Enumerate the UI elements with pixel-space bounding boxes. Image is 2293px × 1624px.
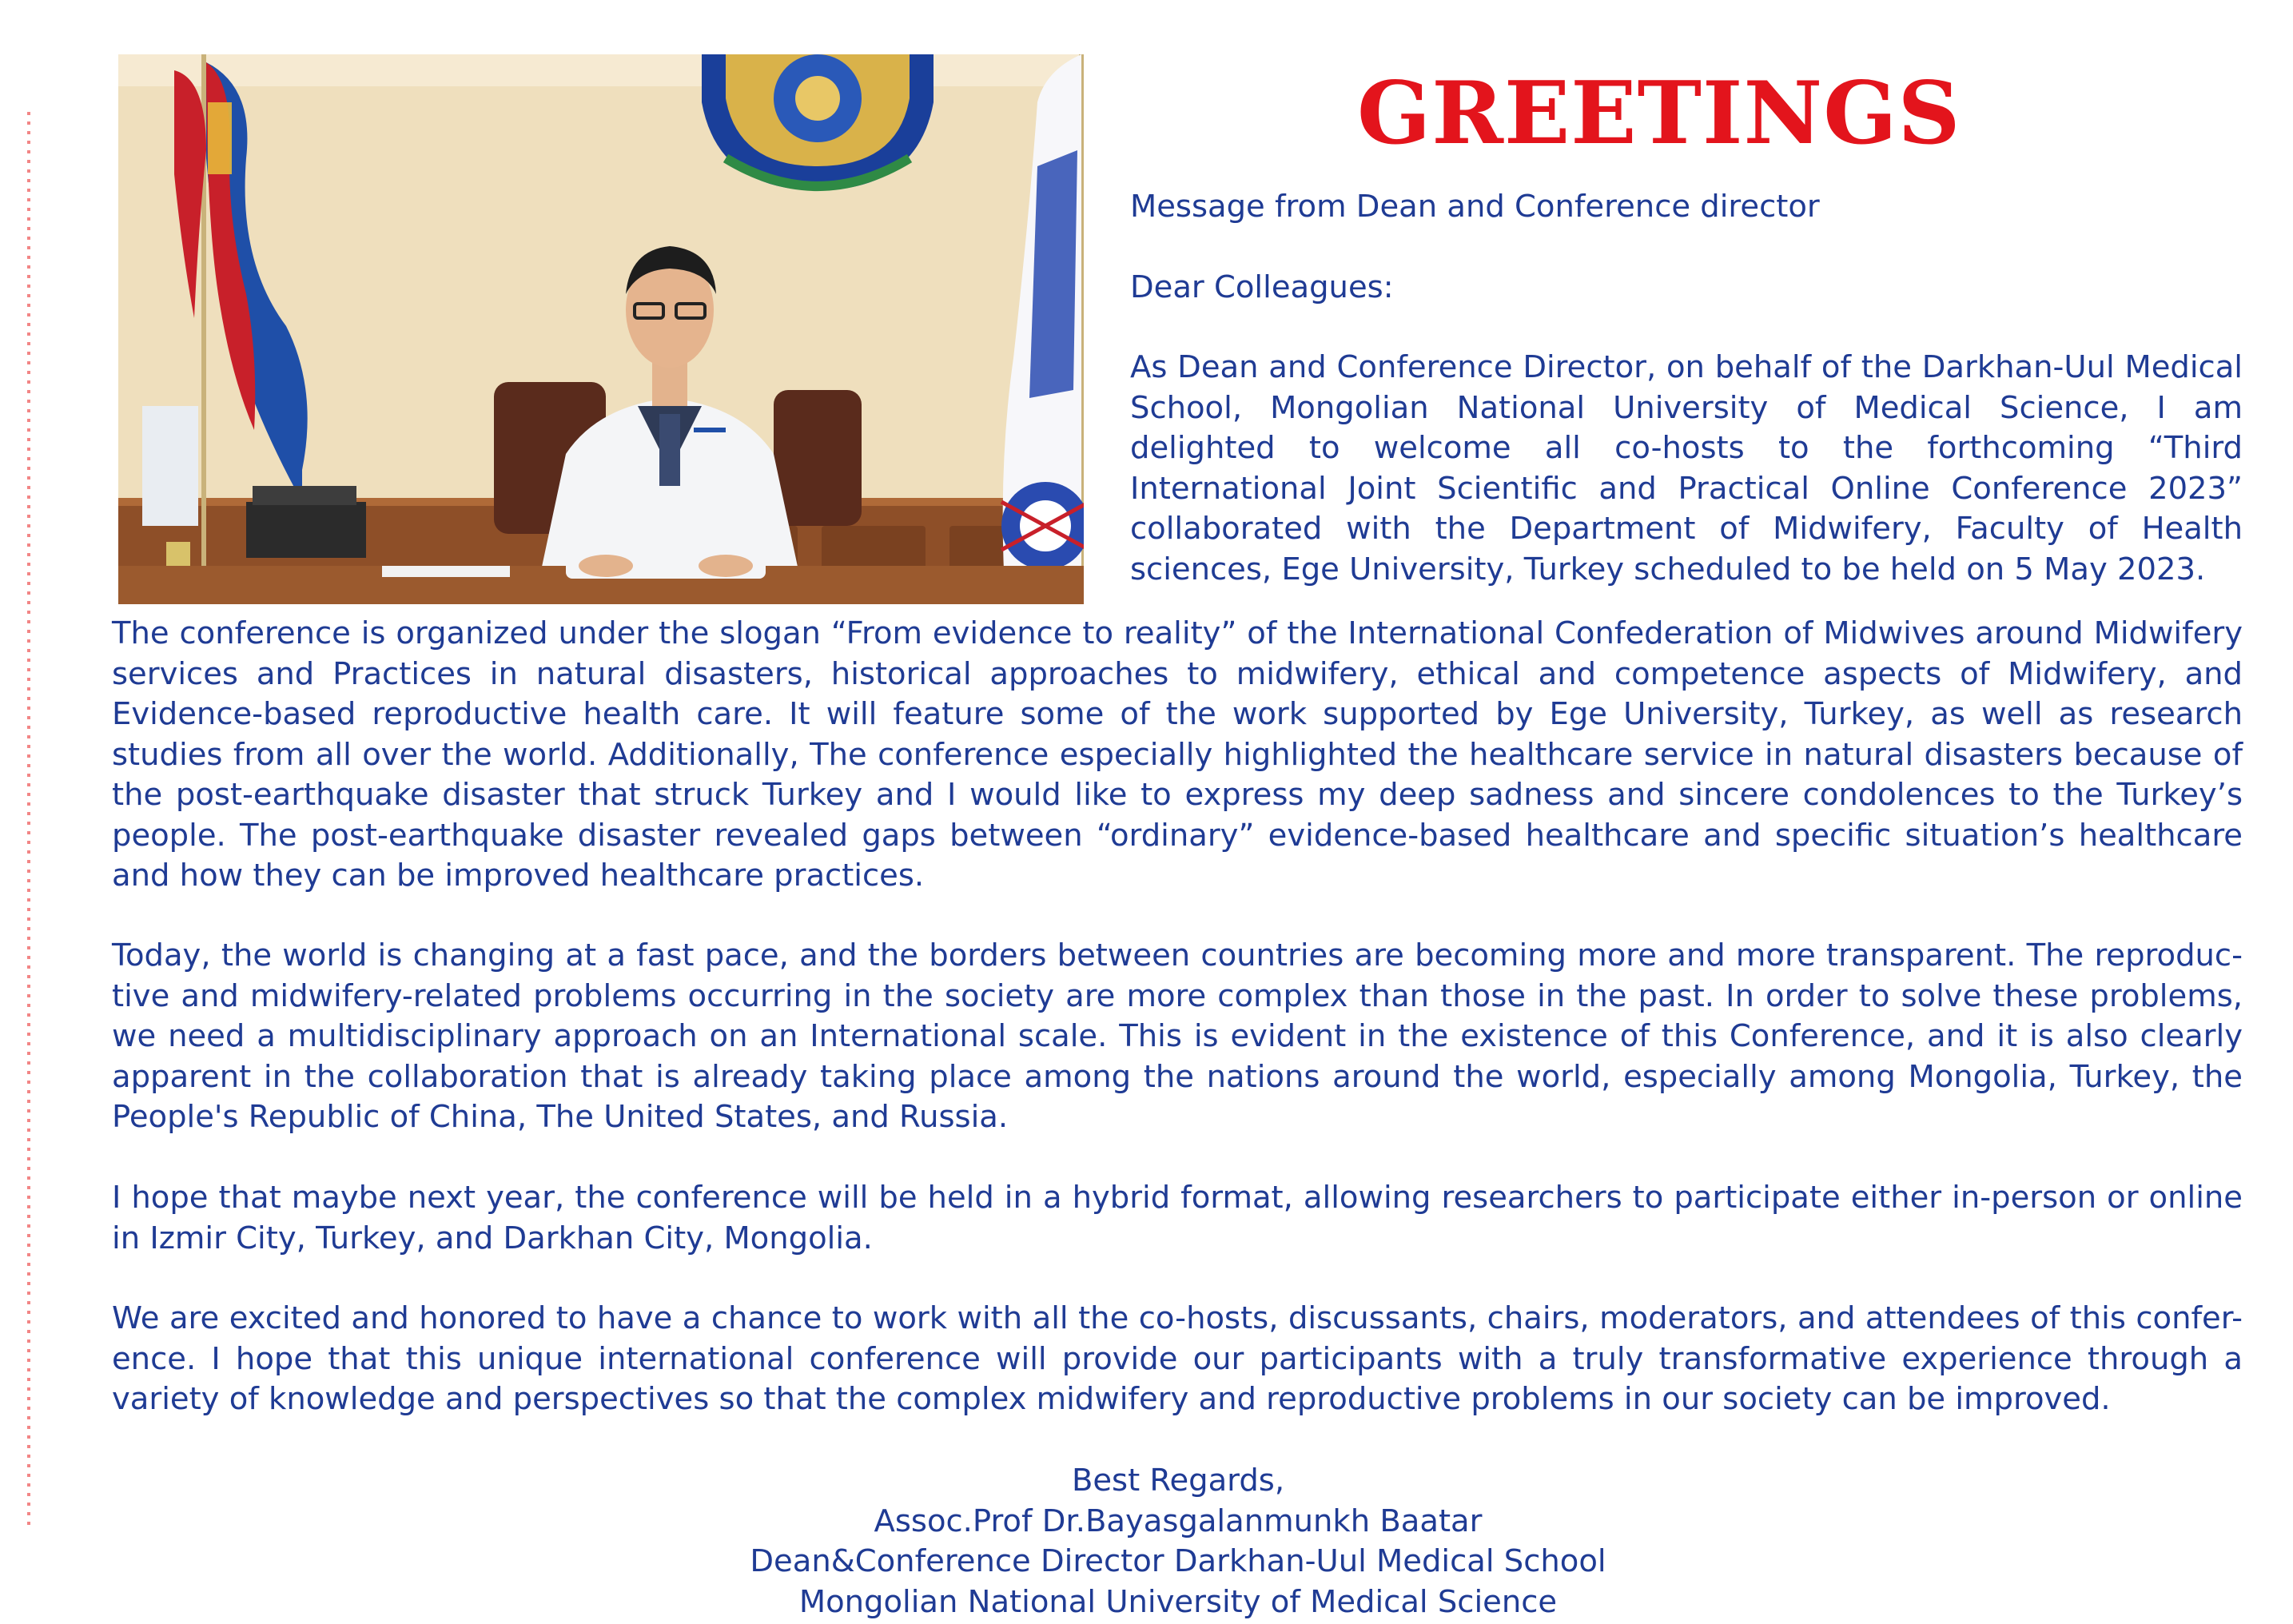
state-emblem	[702, 54, 934, 190]
body-paragraph-4: We are excited and honored to have a chance to work with all the co-hosts, discussants, chairs, moderators, and attendees of this confer-ence. I hope that this unique international conference will provide our participants with a truly transformative experience through a variety of knowledge and perspectives so that the complex midwifery and reproductive problems in our society can be improved.	[112, 1300, 2243, 1417]
intro-paragraph: As Dean and Conference Director, on behalf of the Darkhan-Uul Medical School, Mongolian National University of Medical Science, I am delighted to welcome all co-hosts to the forthcoming “Third International Joint Scientific and Practical Online Conference 2023” collaborated with the Department of Midwifery, Faculty of Health sciences, Ege University, Turkey scheduled to be held on 5 May 2023.	[1130, 349, 2243, 587]
office-scene	[118, 54, 1084, 604]
signatory-name: Assoc.Prof Dr.Bayasgalanmunkh Baatar	[874, 1503, 1483, 1539]
signatory-role: Dean&Conference Director Darkhan-Uul Medical School	[750, 1543, 1606, 1579]
body-paragraph-1: The conference is organized under the slogan “From evidence to reality” of the International Confederation of Midwives around Midwifery services and Practices in natural disasters, historical approaches to midwifery, ethical and competence aspects of Midwifery, and Evidence-based reproductive health care. It will feature some of the work supported by Ege University, Turkey, as well as research studies from all over the world. Additionally, The conference especially highlighted the healthcare service in natural disasters because of the post-earthquake disaster that struck Turkey and I would like to express my deep sadness and sincere condolences to the Turkey’s people. The post-earthquake disaster revealed gaps between “ordinary” evidence-based healthcare and specific situation’s healthcare and how they can be improved healthcare practices.	[112, 615, 2243, 894]
signature-block	[512, 1461, 1845, 1622]
dean-portrait-photo	[118, 54, 1084, 604]
message-heading: Message from Dean and Conference director	[1130, 189, 1820, 225]
closing: Best Regards,	[1071, 1463, 1285, 1499]
signatory-institution: Mongolian National University of Medical Science	[798, 1583, 1558, 1620]
page-edge-dotted-line	[27, 112, 30, 1526]
body-paragraph-2: Today, the world is changing at a fast pace, and the borders between countries are becoming more and more transparent. The reproduc-tive and midwifery-related problems occurring in the society are more complex than those in the past. In order to solve these problems, we need a multidisciplinary approach on an International scale. This is evident in the existence of this Conference, and it is also clearly apparent in the collaboration that is already taking place among the nations around the world, especially among Mongolia, Turkey, the People's Republic of China, The United States, and Russia.	[112, 937, 2243, 1135]
salutation: Dear Colleagues:	[1130, 269, 1394, 305]
body-paragraph-3: I hope that maybe next year, the conference will be held in a hybrid format, allowing researchers to participate either in-person or online in Izmir City, Turkey, and Darkhan City, Mongolia.	[112, 1180, 2243, 1256]
page-title: GREETINGS	[1357, 63, 1961, 164]
